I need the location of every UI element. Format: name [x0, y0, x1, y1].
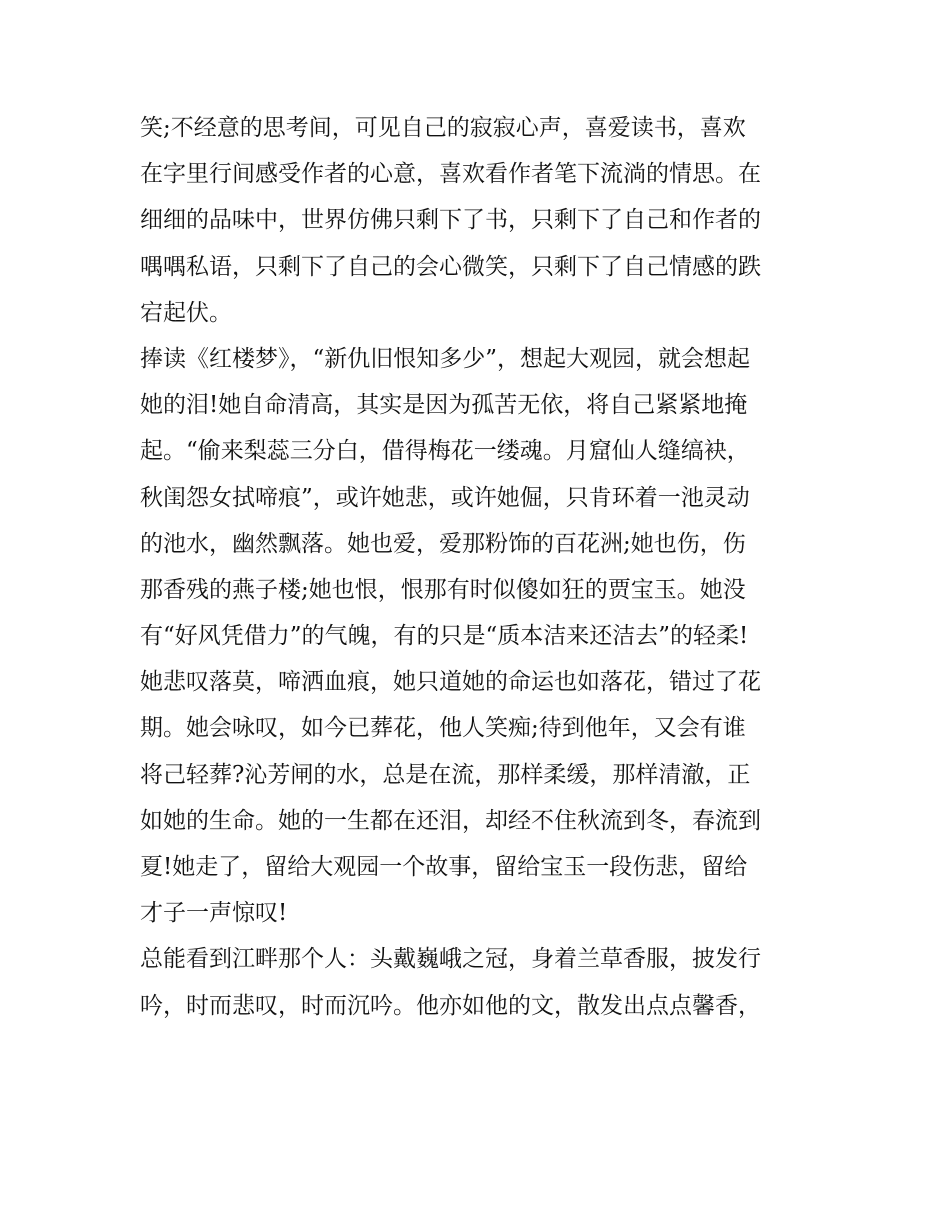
- text-line: 她的泪!她自命清高，其实是因为孤苦无依，将自己紧紧地掩: [140, 392, 748, 419]
- text-line: 才子一声惊叹!: [140, 900, 288, 927]
- text-line: 夏!她走了，留给大观园一个故事，留给宝玉一段伤悲，留给: [140, 854, 748, 880]
- text-line: 喁喁私语，只剩下了自己的会心微笑，只剩下了自己情感的跌: [140, 253, 761, 280]
- text-line: 吟，时而悲叹，时而沉吟。他亦如他的文，散发出点点馨香，: [140, 992, 761, 1019]
- text-line: 起。“偷来梨蕊三分白，借得梅花一缕魂。月窟仙人缝缟袂，: [140, 438, 750, 465]
- text-line: 那香残的燕子楼;她也恨，恨那有时似傻如狂的贾宝玉。她没: [140, 576, 746, 603]
- text-line: 笑;不经意的思考间，可见自己的寂寂心声，喜爱读书，喜欢: [140, 115, 746, 141]
- body-text: [140, 105, 820, 1029]
- text-line: 的池水，幽然飘落。她也爱，爱那粉饰的百花洲;她也伤，伤: [140, 530, 746, 557]
- text-line: 宕起伏。: [140, 299, 232, 326]
- text-line: 将己轻葬?沁芳闸的水，总是在流，那样柔缓，那样清澈，正: [140, 761, 751, 788]
- text-line: 细细的品味中，世界仿佛只剩下了书，只剩下了自己和作者的: [140, 207, 761, 234]
- text-line: 秋闺怨女拭啼痕”，或许她悲，或许她倔，只肯环着一池灵动: [140, 484, 750, 511]
- text-line: 有“好风凭借力”的气魄，有的只是“质本洁来还洁去”的轻柔!: [140, 623, 749, 650]
- text-line: 期。她会咏叹，如今已葬花，他人笑痴;待到他年，又会有谁: [140, 715, 746, 742]
- text-line: 她悲叹落莫，啼洒血痕，她只道她的命运也如落花，错过了花: [140, 669, 761, 696]
- text-line: 捧读《红楼梦》，“新仇旧恨知多少”，想起大观园，就会想起: [140, 345, 751, 372]
- text-line: 总能看到江畔那个人：头戴巍峨之冠，身着兰草香服，披发行: [140, 946, 761, 973]
- text-line: 在字里行间感受作者的心意，喜欢看作者笔下流淌的情思。在: [140, 161, 761, 188]
- text-line: 如她的生命。她的一生都在还泪，却经不住秋流到冬，春流到: [140, 807, 761, 834]
